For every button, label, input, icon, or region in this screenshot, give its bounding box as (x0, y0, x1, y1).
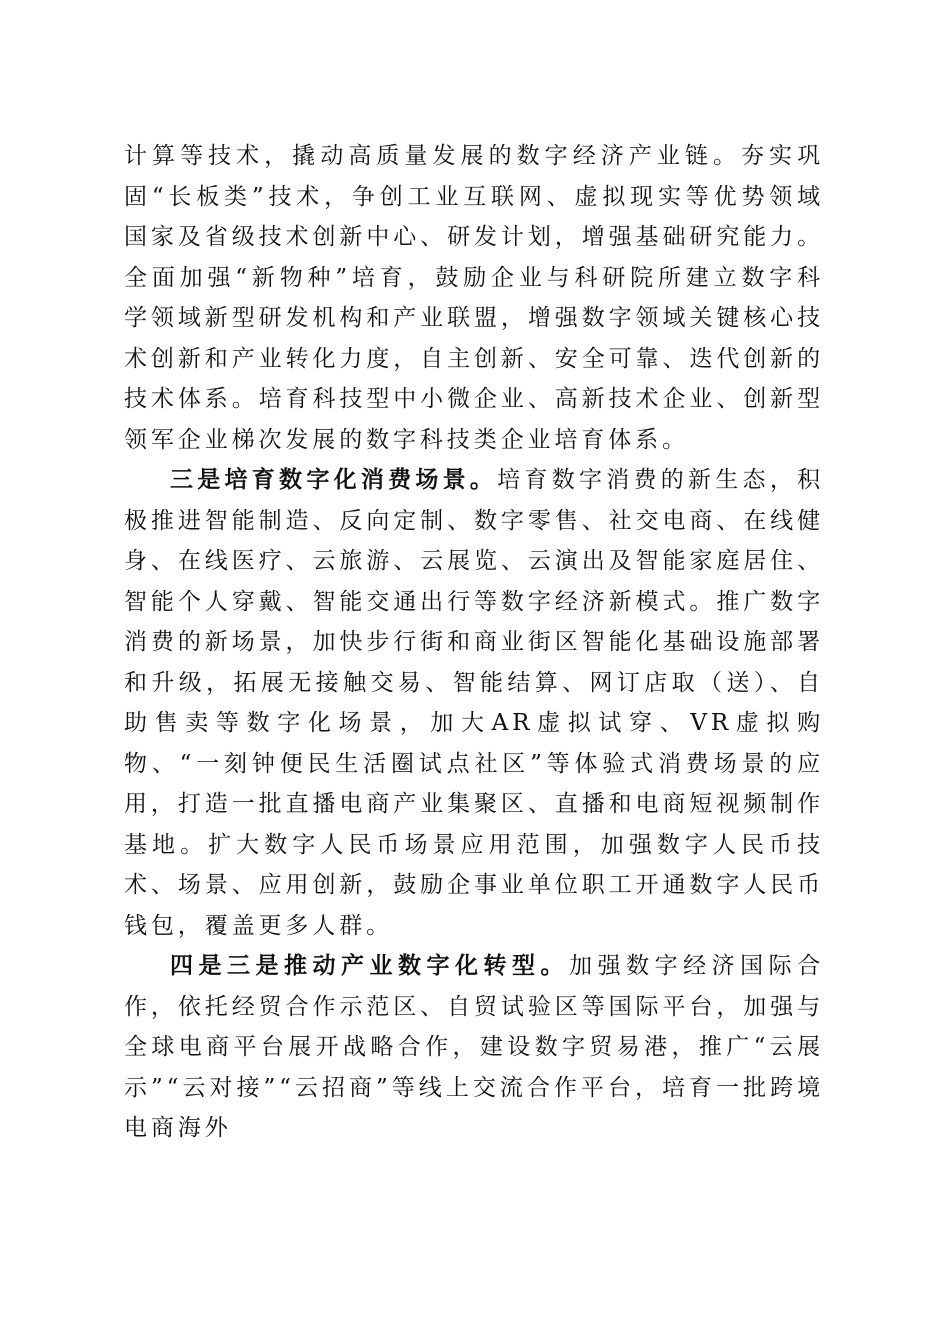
paragraph-text: 培育数字消费的新生态，积极推进智能制造、反向定制、数字零售、社交电商、在线健身、在线医疗、云旅游、云展览、云演出及智能家庭居住、智能个人穿戴、智能交通出行等数字经济新模式。推广数字消费的新场景，加快步行街和商业街区智能化基础设施部署和升级，拓展无接触交易、智能结算、网订店取（送）、自助售卖等数字化场景，加大AR虚拟试穿、VR虚拟购物、“一刻钟便民生活圈试点社区”等体验式消费场景的应用，打造一批直播电商产业集聚区、直播和电商短视频制作基地。扩大数字人民币场景应用范围，加强数字人民币技术、场景、应用创新，鼓励企事业单位职工开通数字人民币钱包，覆盖更多人群。 (124, 467, 824, 939)
paragraph-text: 计算等技术，撬动高质量发展的数字经济产业链。夯实巩固“长板类”技术，争创工业互联网、虚拟现实等优势领域国家及省级技术创新中心、研发计划，增强基础研究能力。全面加强“新物种”培育，鼓励企业与科研院所建立数字科学领域新型研发机构和产业联盟，增强数字领域关键核心技术创新和产业转化力度，自主创新、安全可靠、迭代创新的技术体系。培育科技型中小微企业、高新技术企业、创新型领军企业梯次发展的数字科技类企业培育体系。 (124, 143, 824, 453)
paragraph-lead: 三是培育数字化消费场景。 (170, 466, 498, 493)
paragraph-industrial-digitalization (124, 946, 824, 1149)
paragraph-lead: 四是三是推动产业数字化转型。 (170, 952, 570, 979)
paragraph-continued (124, 136, 824, 460)
paragraph-digital-consumption (124, 460, 824, 946)
document-body (124, 136, 824, 1149)
paragraph-text: 加强数字经济国际合作，依托经贸合作示范区、自贸试验区等国际平台，加强与全球电商平台展开战略合作，建设数字贸易港，推广“云展示”“云对接”“云招商”等线上交流合作平台，培育一批跨境电商海外 (124, 953, 824, 1141)
